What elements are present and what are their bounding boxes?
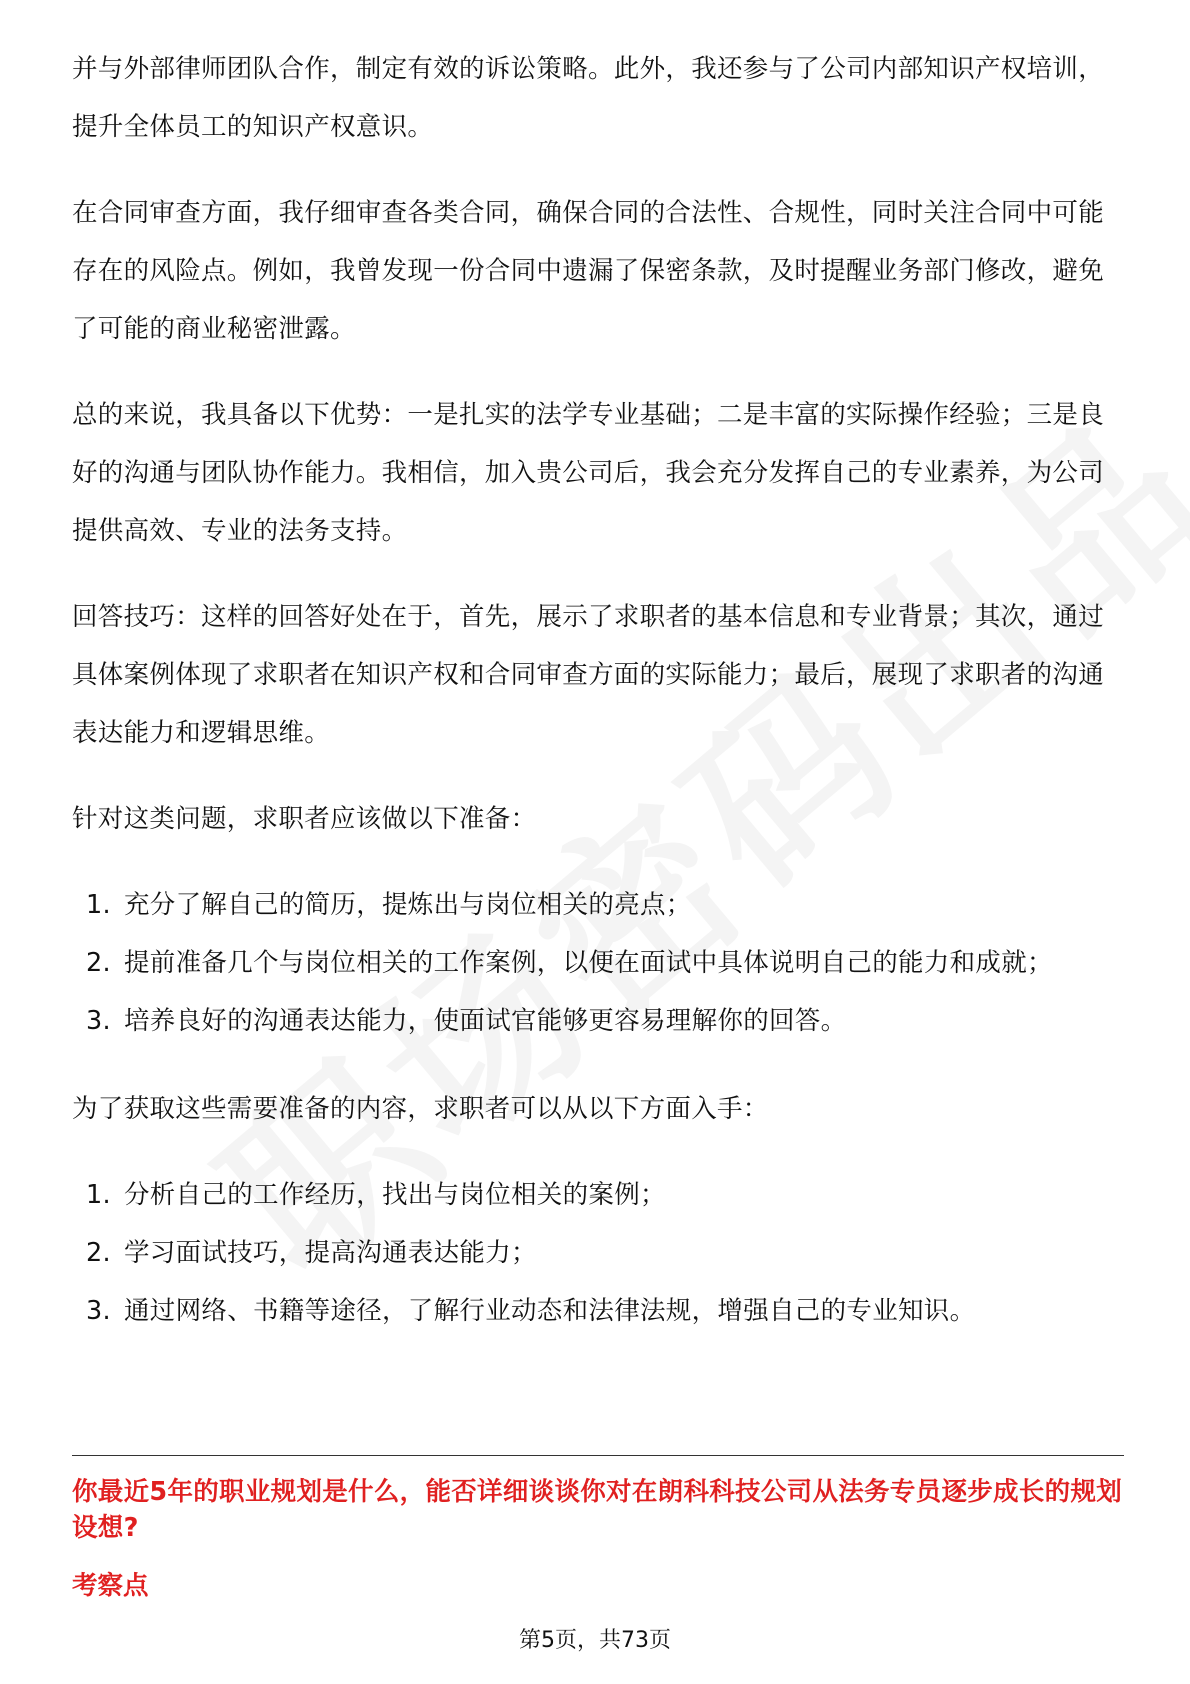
- list-number: 1.: [86, 890, 111, 920]
- list-number: 1.: [86, 1180, 111, 1210]
- sources-list: [72, 1166, 1124, 1340]
- list-item: [72, 1224, 1124, 1282]
- list-item: [72, 1282, 1124, 1340]
- page-footer: 第5页，共73页: [519, 1628, 671, 1653]
- list-number: 2.: [86, 948, 111, 978]
- list-item-text: 提前准备几个与岗位相关的工作案例，以便在面试中具体说明自己的能力和成就；: [124, 948, 1053, 978]
- paragraph-preparation-intro: 针对这类问题，求职者应该做以下准备：: [72, 804, 537, 834]
- paragraph-contract-review: 在合同审查方面，我仔细审查各类合同，确保合同的合法性、合规性，同时关注合同中可能存在的风险点。例如，我曾发现一份合同中遗漏了保密条款，及时提醒业务部门修改，避免了可能的商业秘密泄露。: [72, 198, 1105, 344]
- list-item-text: 充分了解自己的简历，提炼出与岗位相关的亮点；: [124, 890, 692, 920]
- list-number: 3.: [86, 1296, 111, 1326]
- list-item-text: 培养良好的沟通表达能力，使面试官能够更容易理解你的回答。: [124, 1006, 847, 1036]
- body-content: [72, 40, 1124, 1370]
- list-item-text: 学习面试技巧，提高沟通表达能力；: [124, 1238, 537, 1268]
- list-item: [72, 934, 1124, 992]
- question-heading: 你最近5年的职业规划是什么，能否详细谈谈你对在朗科科技公司从法务专员逐步成长的规划设想?: [72, 1477, 1123, 1543]
- list-item: [72, 876, 1124, 934]
- paragraph-summary: 总的来说，我具备以下优势：一是扎实的法学专业基础；二是丰富的实际操作经验；三是良好的沟通与团队协作能力。我相信，加入贵公司后，我会充分发挥自己的专业素养，为公司提供高效、专业的法务支持。: [72, 400, 1105, 546]
- section-label: 考察点: [72, 1571, 149, 1601]
- preparation-list: [72, 876, 1124, 1050]
- list-item: [72, 992, 1124, 1050]
- paragraph-sources-intro: 为了获取这些需要准备的内容，求职者可以从以下方面入手：: [72, 1094, 769, 1124]
- list-item: [72, 1166, 1124, 1224]
- section-divider: [72, 1455, 1124, 1456]
- paragraph-answer-tips: 回答技巧：这样的回答好处在于，首先，展示了求职者的基本信息和专业背景；其次，通过具体案例体现了求职者在知识产权和合同审查方面的实际能力；最后，展现了求职者的沟通表达能力和逻辑思维。: [72, 602, 1105, 748]
- list-item-text: 分析自己的工作经历，找出与岗位相关的案例；: [124, 1180, 666, 1210]
- list-number: 3.: [86, 1006, 111, 1036]
- list-number: 2.: [86, 1238, 111, 1268]
- list-item-text: 通过网络、书籍等途径，了解行业动态和法律法规，增强自己的专业知识。: [124, 1296, 976, 1326]
- paragraph-litigation: 并与外部律师团队合作，制定有效的诉讼策略。此外，我还参与了公司内部知识产权培训，提升全体员工的知识产权意识。: [72, 54, 1105, 142]
